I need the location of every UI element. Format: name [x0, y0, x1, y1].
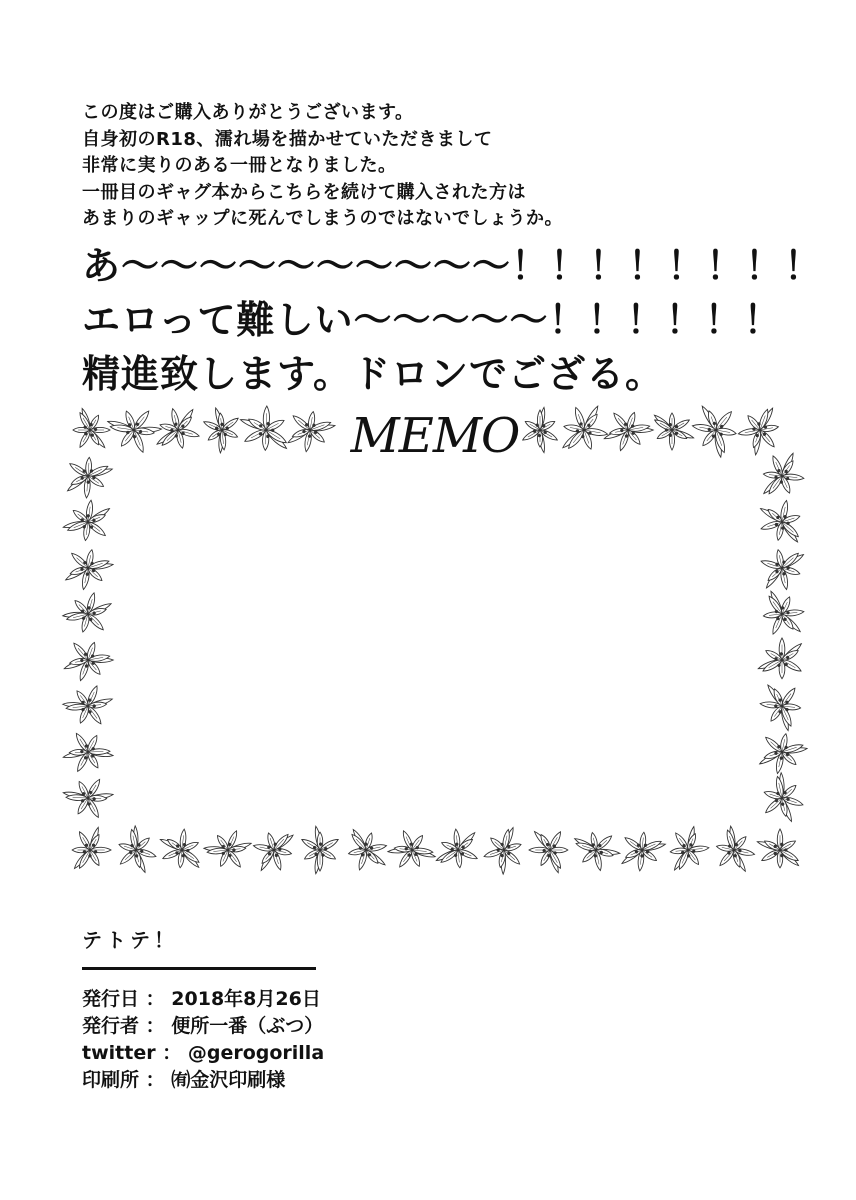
lily-flower: [293, 819, 348, 876]
lily-flower: [157, 827, 204, 870]
row-separator: ：: [145, 1069, 165, 1091]
emphasis-line: 精進致します。ドロンでござる。: [82, 351, 664, 396]
row-value: ㈲金沢印刷様: [171, 1069, 286, 1091]
row-value: 2018年8月26日: [171, 988, 321, 1010]
lily-flower: [755, 629, 810, 688]
colophon: [82, 925, 502, 1094]
lily-flower: [64, 406, 118, 459]
lily-flower: [668, 825, 711, 872]
lily-flower: [560, 400, 612, 456]
twitter-row: [82, 1040, 502, 1067]
book-title: テトテ！: [82, 928, 178, 952]
lily-flower: [754, 541, 807, 597]
lily-flower: [705, 824, 763, 880]
lily-flower: [749, 722, 809, 783]
afterword-line: あまりのギャップに死んでしまうのではないでしょうか。: [82, 208, 563, 229]
lily-flower: [761, 450, 806, 499]
lily-flower: [434, 821, 487, 876]
afterword-line: 自身初のR18、濡れ場を描かせていただきまして: [82, 128, 493, 150]
lily-flower: [382, 823, 437, 876]
row-value: 便所一番（ぶつ）: [171, 1015, 324, 1037]
lily-flower: [682, 400, 748, 460]
row-value: @gerogorilla: [187, 1042, 325, 1064]
memo-frame: [60, 400, 810, 880]
colophon-divider: [82, 967, 316, 970]
row-separator: ：: [145, 988, 165, 1010]
lily-flower: [277, 400, 337, 461]
lily-flower: [754, 588, 810, 644]
lily-flower: [72, 827, 111, 870]
memo-title: MEMO: [350, 408, 520, 464]
afterword-line: 一冊目のギャグ本からこちらを続けて購入された方は: [82, 181, 526, 203]
lily-flower: [611, 822, 668, 880]
lily-flower: [202, 822, 260, 879]
lily-flower: [105, 401, 167, 461]
emphasis-line: あ〜〜〜〜〜〜〜〜〜〜！！！！！！！！: [82, 243, 824, 288]
lily-flower: [573, 828, 623, 875]
row-separator: ：: [162, 1042, 182, 1064]
lily-flower: [60, 630, 116, 690]
emphasis-line: エロって難しい〜〜〜〜〜！！！！！！: [82, 297, 783, 342]
lily-flower: [513, 405, 566, 459]
lily-flower: [521, 820, 578, 875]
row-label: twitter: [82, 1042, 156, 1064]
lily-flower: [61, 770, 120, 827]
lily-flower: [61, 491, 121, 552]
afterword: [82, 100, 822, 401]
lily-flower: [60, 722, 115, 780]
publish-date-row: [82, 986, 502, 1013]
lily-flower: [754, 495, 807, 544]
row-label: 発行日: [82, 988, 140, 1010]
row-label: 発行者: [82, 1015, 140, 1037]
lily-flower: [154, 401, 206, 456]
lily-flower: [757, 829, 800, 868]
lily-flower: [341, 827, 394, 877]
row-separator: ：: [145, 1015, 165, 1037]
lily-flower: [60, 538, 116, 599]
lily-flower: [653, 413, 694, 450]
lily-flower: [107, 823, 165, 880]
lily-flower: [239, 405, 290, 451]
lily-flower: [195, 400, 249, 455]
lily-flower: [60, 584, 121, 645]
lily-flower: [595, 400, 656, 460]
lily-flower: [735, 406, 783, 458]
afterword-line: 非常に実りのある一冊となりました。: [82, 155, 397, 176]
row-label: 印刷所: [82, 1069, 140, 1091]
lily-flower: [60, 676, 120, 735]
publisher-row: [82, 1013, 502, 1040]
lily-flower: [60, 447, 115, 507]
lily-flower-border: [60, 400, 810, 880]
lily-flower: [751, 674, 810, 733]
printer-row: [82, 1067, 502, 1094]
afterword-line: この度はご購入ありがとうございます。: [82, 102, 414, 123]
lily-flower: [249, 826, 296, 876]
lily-flower: [752, 770, 810, 831]
lily-flower: [478, 826, 528, 879]
